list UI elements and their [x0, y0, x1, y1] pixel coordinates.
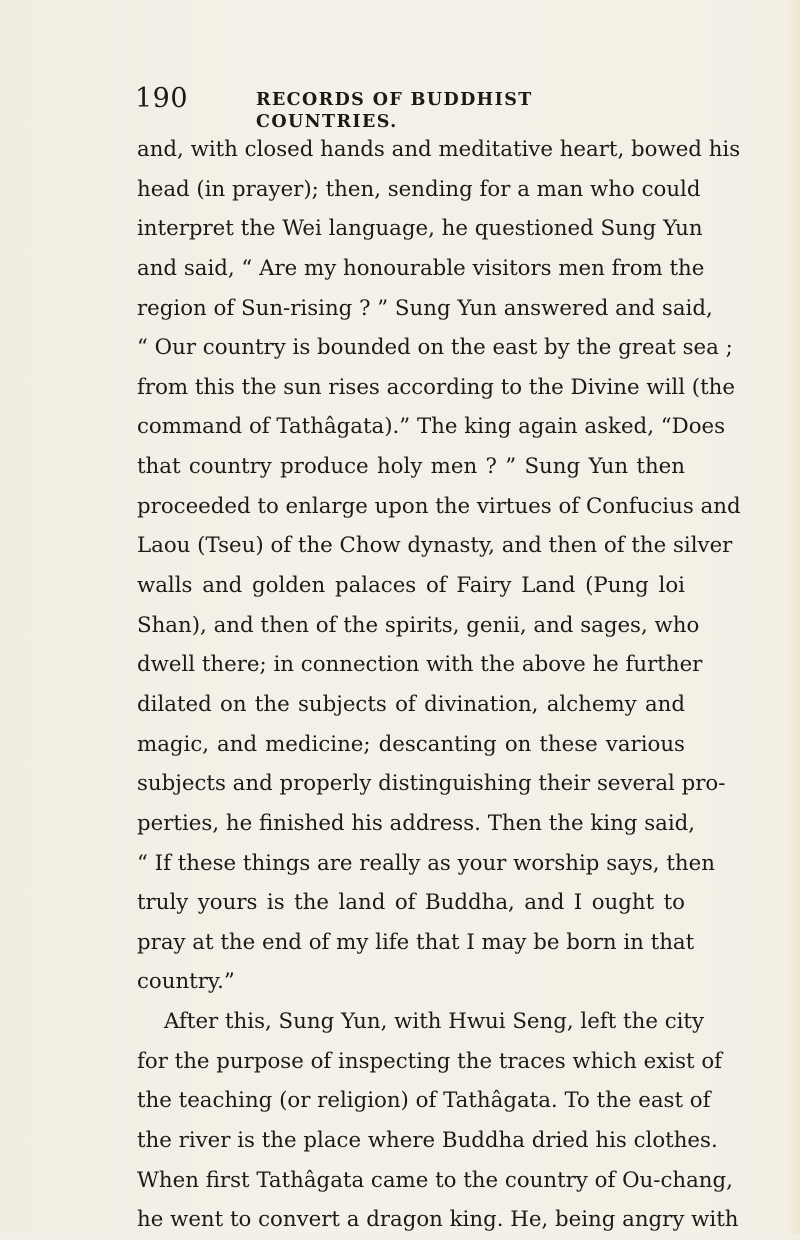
text-line: truly yours is the land of Buddha, and I ought to — [137, 890, 685, 916]
text-line: Shan), and then of the spirits, genii, and sages, who — [137, 612, 700, 638]
text-line: interpret the Wei language, he questioned Sung Yun — [137, 216, 703, 242]
text-line: proceeded to enlarge upon the virtues of Confucius and — [137, 493, 741, 519]
page-edge-shade — [788, 0, 800, 1234]
text-line: from this the sun rises according to the Divine will (the — [137, 374, 735, 400]
text-line: he went to convert a dragon king. He, being angry with — [137, 1207, 739, 1233]
page-number: 190 — [135, 83, 189, 114]
text-line: magic, and medicine; descanting on these various — [137, 731, 685, 757]
body-text — [137, 130, 741, 1240]
text-line: When first Tathâgata came to the country of Ou-chang, — [137, 1167, 733, 1193]
text-line: that country produce holy men ? ” Sung Yun then — [137, 454, 685, 480]
text-line: the teaching (or religion) of Tathâgata. To the east of — [137, 1088, 711, 1114]
text-line: Laou (Tseu) of the Chow dynasty, and then of the silver — [137, 533, 733, 559]
text-line: region of Sun-rising ? ” Sung Yun answered and said, — [137, 295, 713, 321]
running-head — [135, 83, 635, 132]
text-line: “ If these things are really as your worship says, then — [137, 850, 715, 876]
text-line: perties, he finished his address. Then the king said, — [137, 810, 696, 836]
text-line: head (in prayer); then, sending for a man who could — [137, 176, 701, 202]
text-line: pray at the end of my life that I may be born in that — [137, 929, 695, 955]
text-line: the river is the place where Buddha dried his clothes. — [137, 1128, 718, 1154]
text-line: command of Tathâgata).” The king again asked, “Does — [137, 414, 726, 440]
text-line: dilated on the subjects of divination, alchemy and — [137, 691, 685, 717]
text-line: for the purpose of inspecting the traces which exist of — [137, 1048, 723, 1074]
text-line: dwell there; in connection with the above he further — [137, 652, 703, 678]
text-line: subjects and properly distinguishing their several pro- — [137, 771, 726, 797]
text-line: After this, Sung Yun, with Hwui Seng, left the city — [164, 1009, 705, 1035]
text-line: “ Our country is bounded on the east by the great sea ; — [137, 335, 733, 361]
text-line: walls and golden palaces of Fairy Land (Pung loi — [137, 573, 685, 599]
text-line: and said, “ Are my honourable visitors men from the — [137, 255, 705, 281]
text-line: country.” — [137, 969, 235, 995]
text-line: and, with closed hands and meditative heart, bowed his — [137, 137, 741, 162]
running-title: RECORDS OF BUDDHIST COUNTRIES. — [256, 90, 533, 132]
